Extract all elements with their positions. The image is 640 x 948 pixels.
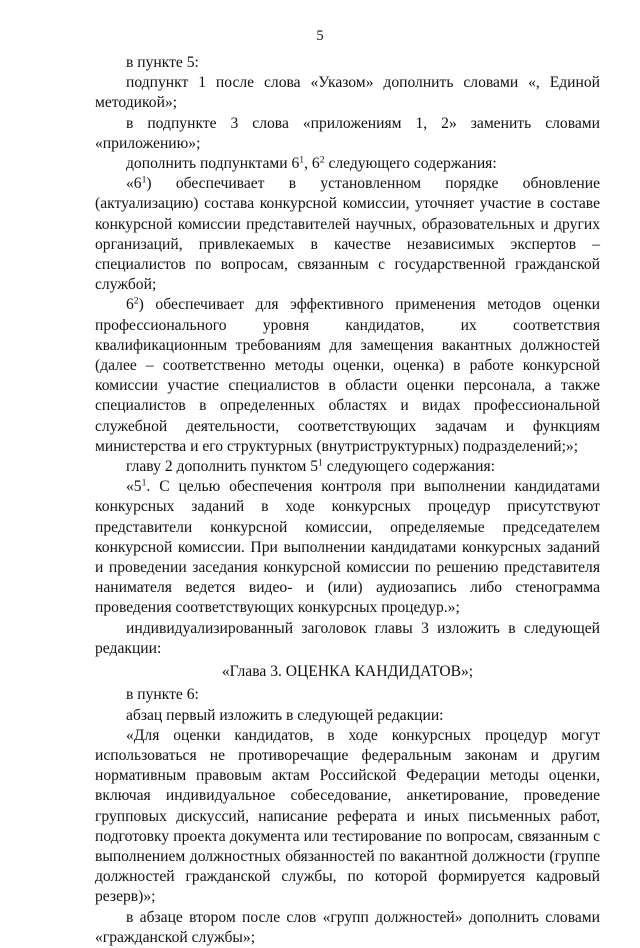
paragraph-item-5-1-text: . С целью обеспечения контроля при выполнении кандидатами конкурсных заданий в ходе конкурсных процедур присутствуют представители конкурсной комиссии, определяемые председателем конкурсной комиссии. При выполнении кандидатами конкурсных заданий и проведении заседания конкурсной комиссии по решению представителя нанимателя ведется видео- и (или) аудиозапись либо стенограмма проведения соответствующих конкурсных процедур.»; [95, 478, 600, 617]
paragraph-item-5-1 [95, 477, 600, 618]
paragraph-subitem-3-amendment: в подпункте 3 слова «приложениям 1, 2» заменить словами «приложению»; [95, 114, 600, 152]
superscript-6-2: 2 [133, 296, 139, 308]
paragraph-subitem-6-1-text: ) обеспечивает в установленном порядке обновление (актуализацию) состава конкурсной комиссии, уточняет участие в составе конкурсной комиссии представителей научных, образовательных и других организаций, привлекаемых в качестве независимых экспертов – специалистов по вопросам, связанным с государственной гражданской службой; [95, 175, 600, 294]
paragraph-item-6-intro: в пункте 6: [126, 686, 199, 704]
paragraph-item-5-1-prefix: «5 [126, 478, 142, 496]
paragraph-assessment-methods: «Для оценки кандидатов, в ходе конкурсных процедур могут использоваться не противоречащие федеральным законам и другим нормативным правовым актам Российской Федерации методы оценки, включая индивидуальное собеседование, анкетирование, проведение групповых дискуссий, написание реферата и иных письменных работ, подготовку проекта документа или тестирование по вопросам, связанным с выполнением должностных обязанностей по вакантной должности (группе должностей гражданской службы, по которой формируется кадровый резерв)»; [95, 726, 600, 906]
paragraph-subitem-6-2 [95, 295, 600, 457]
paragraph-subitem-1-amendment: подпункт 1 после слова «Указом» дополнить словами «, Единой методикой»; [95, 74, 600, 112]
paragraph-item-5-intro: в пункте 5: [126, 54, 199, 71]
paragraph-add-subitems [95, 154, 600, 174]
paragraph-subitem-6-1 [95, 174, 600, 295]
paragraph-subitem-6-2-prefix: 6 [126, 296, 134, 314]
paragraph-chapter-2-text-2: следующего содержания: [322, 458, 495, 476]
paragraph-add-subitems-text-1: дополнить подпунктами 6 [126, 155, 300, 173]
superscript-1: 1 [299, 154, 305, 166]
page-number: 5 [316, 28, 324, 44]
paragraph-second-paragraph-change: в абзаце втором после слов «групп должностей» дополнить словами «гражданской службы»; [95, 908, 600, 946]
chapter-3-heading: «Глава 3. ОЦЕНКА КАНДИДАТОВ»; [221, 663, 474, 681]
paragraph-add-subitems-text-2: , 6 [304, 155, 320, 173]
superscript-2: 2 [319, 154, 325, 166]
paragraph-chapter-2-addition [95, 457, 600, 477]
paragraph-add-subitems-text-3: следующего содержания: [324, 155, 497, 173]
superscript-5-1: 1 [318, 457, 323, 469]
paragraph-heading-change: индивидуализированный заголовок главы 3 изложить в следующей редакции: [95, 619, 600, 657]
superscript-item-5-1: 1 [141, 477, 147, 489]
superscript-6-1: 1 [141, 174, 147, 186]
document-body [95, 53, 600, 948]
paragraph-subitem-6-2-text: ) обеспечивает для эффективного применения методов оценки профессионального уровня кандидатов, их соответствия квалификационным требованиям для замещения вакантных должностей (далее – соответственно методы оценки, оценка) в работе конкурсной комиссии участие специалистов в области оценки персонала, а также специалистов в определенных областях и видах профессиональной служебной деятельности, соответствующих задачам и функциям министерства и его структурных (внутриструктурных) подразделений;»; [95, 296, 600, 455]
paragraph-chapter-2-text-1: главу 2 дополнить пунктом 5 [126, 458, 319, 476]
paragraph-first-paragraph-change: абзац первый изложить в следующей редакции: [126, 706, 444, 724]
paragraph-subitem-6-1-prefix: «6 [126, 175, 142, 193]
